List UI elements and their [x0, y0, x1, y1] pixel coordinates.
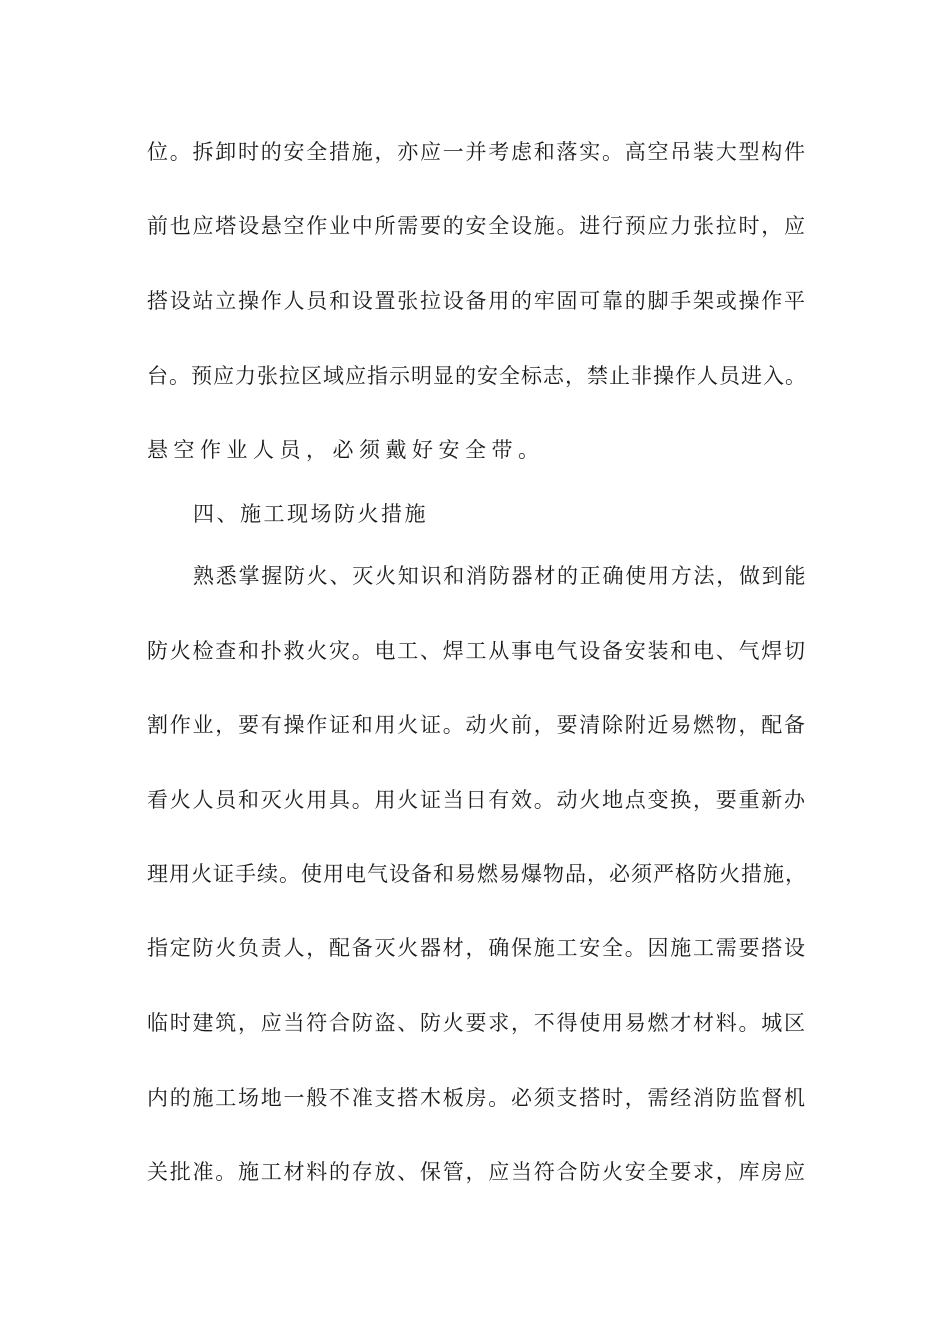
paragraph-line: 台。预应力张拉区域应指示明显的安全标志，禁止非操作人员进入。: [147, 364, 807, 388]
paragraph-line: 临时建筑，应当符合防盗、防火要求，不得使用易燃才材料。城区: [147, 1011, 807, 1035]
paragraph-line: 理用火证手续。使用电气设备和易燃易爆物品，必须严格防火措施，: [147, 862, 807, 886]
paragraph-line: 位。拆卸时的安全措施，亦应一并考虑和落实。高空吊装大型构件: [147, 140, 807, 164]
paragraph-line: 看火人员和灭火用具。用火证当日有效。动火地点变换，要重新办: [147, 788, 807, 812]
paragraph-line: 割作业，要有操作证和用火证。动火前，要清除附近易燃物，配备: [147, 713, 807, 737]
paragraph-line: 防火检查和扑救火灾。电工、焊工从事电气设备安装和电、气焊切: [147, 639, 807, 663]
section-heading: 四、施工现场防火措施: [193, 502, 428, 526]
paragraph-line: 前也应塔设悬空作业中所需要的安全设施。进行预应力张拉时，应: [147, 214, 807, 238]
paragraph-line: 悬空作业人员，必须戴好安全带。: [147, 438, 545, 462]
paragraph-line: 内的施工场地一般不准支搭木板房。必须支搭时，需经消防监督机: [147, 1086, 807, 1110]
paragraph-line: 关批准。施工材料的存放、保管，应当符合防火安全要求，库房应: [147, 1160, 807, 1184]
paragraph-line: 熟悉掌握防火、灭火知识和消防器材的正确使用方法，做到能: [193, 564, 808, 588]
paragraph-line: 指定防火负责人，配备灭火器材，确保施工安全。因施工需要搭设: [147, 936, 807, 960]
paragraph-line: 搭设站立操作人员和设置张拉设备用的牢固可靠的脚手架或操作平: [147, 289, 807, 313]
